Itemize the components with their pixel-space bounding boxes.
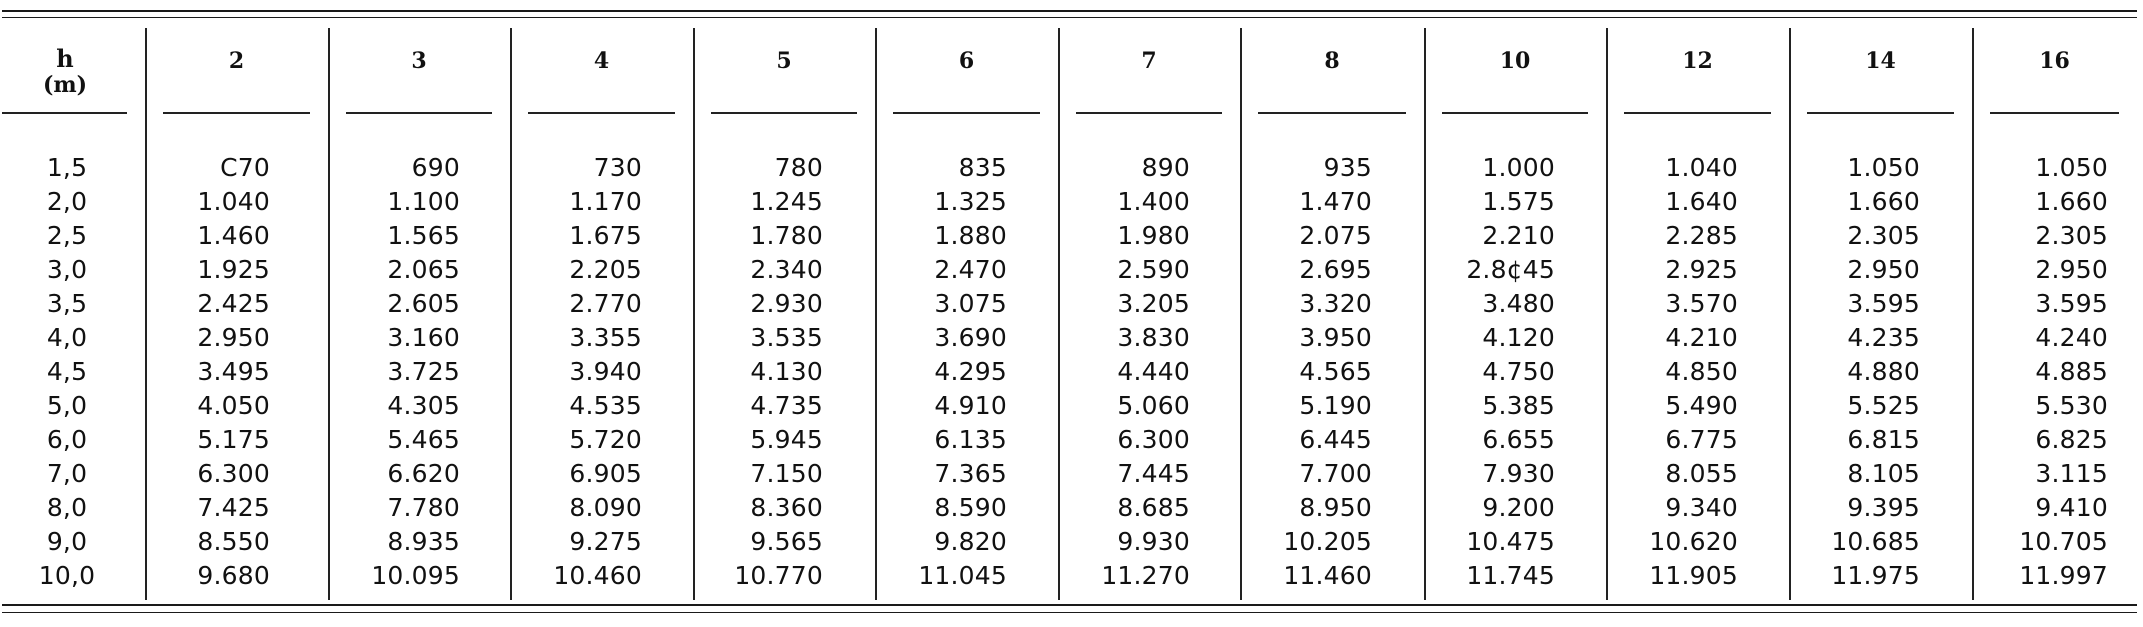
column-header: 2 bbox=[228, 48, 245, 74]
column-header: 3 bbox=[411, 48, 427, 74]
table-row bbox=[0, 391, 2143, 425]
column-header: 8 bbox=[1324, 48, 1340, 74]
table-cell: 2.925 bbox=[1665, 255, 1738, 284]
column-header-underline bbox=[1624, 112, 1771, 114]
table-cell: 11.270 bbox=[1101, 561, 1190, 590]
table-cell: 1.040 bbox=[1665, 153, 1738, 182]
table-cell: 2.930 bbox=[750, 289, 823, 318]
table-cell: 1.880 bbox=[934, 221, 1007, 250]
table-cell: 4.210 bbox=[1665, 323, 1738, 352]
row-header bbox=[20, 46, 110, 98]
table-cell: 1.050 bbox=[2035, 153, 2108, 182]
row-label-h: 7,0 bbox=[46, 459, 88, 488]
table-cell: 1.460 bbox=[197, 221, 270, 250]
table-cell: 4.735 bbox=[750, 391, 823, 420]
column-header-underline bbox=[893, 112, 1040, 114]
table-cell: 5.490 bbox=[1665, 391, 1738, 420]
table-cell: 3.950 bbox=[1299, 323, 1372, 352]
table-cell: 4.130 bbox=[750, 357, 823, 386]
table-cell: 890 bbox=[1141, 153, 1190, 182]
row-label-h: 3,5 bbox=[46, 289, 88, 318]
bottom-rule-inner bbox=[2, 612, 2137, 613]
table-cell: 2.950 bbox=[1847, 255, 1920, 284]
table-cell: 8.950 bbox=[1299, 493, 1372, 522]
table-cell: 2.075 bbox=[1299, 221, 1372, 250]
table-cell: 3.595 bbox=[1847, 289, 1920, 318]
column-header-underline bbox=[1990, 112, 2119, 114]
table-cell: 1.660 bbox=[1847, 187, 1920, 216]
table-row bbox=[0, 255, 2143, 289]
table-cell: 8.685 bbox=[1117, 493, 1190, 522]
table-cell: 1.170 bbox=[569, 187, 642, 216]
table-cell: 1.575 bbox=[1482, 187, 1555, 216]
table-cell: 11.045 bbox=[918, 561, 1007, 590]
table-cell: 2.285 bbox=[1665, 221, 1738, 250]
table-cell: 8.550 bbox=[197, 527, 270, 556]
table-cell: 1.050 bbox=[1847, 153, 1920, 182]
column-header-underline bbox=[163, 112, 310, 114]
row-label-h: 10,0 bbox=[38, 561, 96, 590]
table-cell: 2.8¢45 bbox=[1466, 255, 1555, 284]
table-cell: 9.395 bbox=[1847, 493, 1920, 522]
table-cell: 2.590 bbox=[1117, 255, 1190, 284]
table-cell: 935 bbox=[1323, 153, 1372, 182]
table-row bbox=[0, 153, 2143, 187]
row-label-h: 2,5 bbox=[46, 221, 88, 250]
table-cell: 1.100 bbox=[387, 187, 460, 216]
table-cell: 5.385 bbox=[1482, 391, 1555, 420]
table-cell: 3.495 bbox=[197, 357, 270, 386]
table-cell: 10.460 bbox=[553, 561, 642, 590]
table-cell: 3.830 bbox=[1117, 323, 1190, 352]
table-cell: 3.320 bbox=[1299, 289, 1372, 318]
table-cell: 2.305 bbox=[1847, 221, 1920, 250]
table-cell: 2.605 bbox=[387, 289, 460, 318]
row-header-unit: (m) bbox=[42, 72, 88, 98]
table-cell: 4.535 bbox=[569, 391, 642, 420]
row-label-h: 4,0 bbox=[46, 323, 88, 352]
table-cell: 1.660 bbox=[2035, 187, 2108, 216]
table-cell: 2.205 bbox=[569, 255, 642, 284]
row-label-h: 8,0 bbox=[46, 493, 88, 522]
table-cell: 4.880 bbox=[1847, 357, 1920, 386]
table-cell: 6.620 bbox=[387, 459, 460, 488]
table-cell: 835 bbox=[958, 153, 1007, 182]
table-cell: 6.445 bbox=[1299, 425, 1372, 454]
table-cell: 2.340 bbox=[750, 255, 823, 284]
table-cell: 11.975 bbox=[1831, 561, 1920, 590]
row-label-h: 1,5 bbox=[46, 153, 88, 182]
table-cell: 11.997 bbox=[2019, 561, 2108, 590]
column-header-underline bbox=[1076, 112, 1222, 114]
table-cell: 4.305 bbox=[387, 391, 460, 420]
table-cell: 8.360 bbox=[750, 493, 823, 522]
table-cell: 8.090 bbox=[569, 493, 642, 522]
table-cell: 4.910 bbox=[934, 391, 1007, 420]
table-cell: 5.945 bbox=[750, 425, 823, 454]
top-rule-inner bbox=[2, 17, 2137, 18]
table-cell: 9.410 bbox=[2035, 493, 2108, 522]
table-cell: 6.825 bbox=[2035, 425, 2108, 454]
table-cell: 8.935 bbox=[387, 527, 460, 556]
table-cell: 6.300 bbox=[1117, 425, 1190, 454]
table-cell: 4.235 bbox=[1847, 323, 1920, 352]
table-cell: 6.905 bbox=[569, 459, 642, 488]
row-label-h: 9,0 bbox=[46, 527, 88, 556]
bottom-rule bbox=[2, 604, 2137, 606]
table-cell: 2.065 bbox=[387, 255, 460, 284]
table-row bbox=[0, 493, 2143, 527]
table-row bbox=[0, 221, 2143, 255]
table-cell: 7.780 bbox=[387, 493, 460, 522]
table-row bbox=[0, 357, 2143, 391]
table-cell: 3.535 bbox=[750, 323, 823, 352]
table-cell: 3.355 bbox=[569, 323, 642, 352]
table-cell: 10.095 bbox=[371, 561, 460, 590]
table-cell: 3.595 bbox=[2035, 289, 2108, 318]
table-cell: 10.705 bbox=[2019, 527, 2108, 556]
table-row bbox=[0, 187, 2143, 221]
table-cell: 2.305 bbox=[2035, 221, 2108, 250]
column-header-underline bbox=[1807, 112, 1954, 114]
column-header: 6 bbox=[958, 48, 975, 74]
table-cell: 4.440 bbox=[1117, 357, 1190, 386]
table-cell: 5.720 bbox=[569, 425, 642, 454]
table-cell: 1.000 bbox=[1482, 153, 1555, 182]
table-cell: 11.745 bbox=[1466, 561, 1555, 590]
table-cell: 3.725 bbox=[387, 357, 460, 386]
table-row bbox=[0, 561, 2143, 595]
row-label-h: 3,0 bbox=[46, 255, 88, 284]
table-cell: 9.340 bbox=[1665, 493, 1738, 522]
table-cell: 6.300 bbox=[197, 459, 270, 488]
table-cell: 4.240 bbox=[2035, 323, 2108, 352]
table-cell: 3.205 bbox=[1117, 289, 1190, 318]
table-cell: 2.770 bbox=[569, 289, 642, 318]
column-header: 10 bbox=[1499, 48, 1531, 74]
table-cell: 780 bbox=[774, 153, 823, 182]
table-cell: 7.445 bbox=[1117, 459, 1190, 488]
table-cell: 1.980 bbox=[1117, 221, 1190, 250]
column-header: 5 bbox=[776, 48, 792, 74]
table-cell: 4.885 bbox=[2035, 357, 2108, 386]
table-cell: 3.690 bbox=[934, 323, 1007, 352]
table-cell: 1.400 bbox=[1117, 187, 1190, 216]
table-cell: 8.105 bbox=[1847, 459, 1920, 488]
table-cell: 4.750 bbox=[1482, 357, 1555, 386]
table-cell: 8.055 bbox=[1665, 459, 1738, 488]
row-header-underline bbox=[2, 112, 127, 114]
table-cell: 730 bbox=[593, 153, 642, 182]
table-cell: 2.210 bbox=[1482, 221, 1555, 250]
table-cell: 1.925 bbox=[197, 255, 270, 284]
column-header: 12 bbox=[1682, 48, 1713, 74]
table-cell: 3.160 bbox=[387, 323, 460, 352]
column-header: 4 bbox=[593, 48, 610, 74]
table-cell: 6.655 bbox=[1482, 425, 1555, 454]
table-cell: 1.675 bbox=[569, 221, 642, 250]
table-cell: 1.780 bbox=[750, 221, 823, 250]
table-cell: 2.470 bbox=[934, 255, 1007, 284]
table-cell: 690 bbox=[411, 153, 460, 182]
table-cell: 5.175 bbox=[197, 425, 270, 454]
table-cell: 11.460 bbox=[1283, 561, 1372, 590]
table-cell: 1.640 bbox=[1665, 187, 1738, 216]
table-cell: C70 bbox=[220, 153, 270, 182]
table-cell: 9.930 bbox=[1117, 527, 1190, 556]
table-cell: 2.950 bbox=[2035, 255, 2108, 284]
table-cell: 4.850 bbox=[1665, 357, 1738, 386]
table-cell: 5.190 bbox=[1299, 391, 1372, 420]
table-cell: 1.040 bbox=[197, 187, 270, 216]
table-cell: 1.565 bbox=[387, 221, 460, 250]
table-cell: 2.950 bbox=[197, 323, 270, 352]
table-cell: 10.205 bbox=[1283, 527, 1372, 556]
column-header-underline bbox=[1442, 112, 1588, 114]
table-cell: 10.620 bbox=[1649, 527, 1738, 556]
table-cell: 1.245 bbox=[750, 187, 823, 216]
table-cell: 7.150 bbox=[750, 459, 823, 488]
table-row bbox=[0, 289, 2143, 323]
table-cell: 6.815 bbox=[1847, 425, 1920, 454]
column-header-underline bbox=[528, 112, 675, 114]
table-cell: 4.050 bbox=[197, 391, 270, 420]
table-cell: 1.470 bbox=[1299, 187, 1372, 216]
column-header: 7 bbox=[1141, 48, 1157, 74]
table-cell: 9.275 bbox=[569, 527, 642, 556]
table-cell: 3.480 bbox=[1482, 289, 1555, 318]
row-label-h: 2,0 bbox=[46, 187, 88, 216]
table-cell: 11.905 bbox=[1649, 561, 1738, 590]
table-row bbox=[0, 323, 2143, 357]
column-header: 14 bbox=[1865, 48, 1896, 74]
table-cell: 5.525 bbox=[1847, 391, 1920, 420]
table-cell: 10.475 bbox=[1466, 527, 1555, 556]
table-cell: 2.695 bbox=[1299, 255, 1372, 284]
table-cell: 4.565 bbox=[1299, 357, 1372, 386]
table-row bbox=[0, 459, 2143, 493]
table-cell: 2.425 bbox=[197, 289, 270, 318]
table-cell: 7.700 bbox=[1299, 459, 1372, 488]
top-rule bbox=[2, 10, 2137, 12]
table-cell: 9.820 bbox=[934, 527, 1007, 556]
table-cell: 7.425 bbox=[197, 493, 270, 522]
column-header: 16 bbox=[2039, 48, 2070, 74]
table-cell: 3.940 bbox=[569, 357, 642, 386]
table-cell: 9.680 bbox=[197, 561, 270, 590]
table-cell: 5.060 bbox=[1117, 391, 1190, 420]
table-cell: 10.685 bbox=[1831, 527, 1920, 556]
row-label-h: 6,0 bbox=[46, 425, 88, 454]
column-header-underline bbox=[346, 112, 492, 114]
table-cell: 3.570 bbox=[1665, 289, 1738, 318]
table-cell: 9.565 bbox=[750, 527, 823, 556]
table-cell: 5.530 bbox=[2035, 391, 2108, 420]
table-cell: 1.325 bbox=[934, 187, 1007, 216]
table-cell: 7.365 bbox=[934, 459, 1007, 488]
table-cell: 9.200 bbox=[1482, 493, 1555, 522]
row-label-h: 5,0 bbox=[46, 391, 88, 420]
table-row bbox=[0, 527, 2143, 561]
table-cell: 4.120 bbox=[1482, 323, 1555, 352]
table-cell: 10.770 bbox=[734, 561, 823, 590]
table-cell: 7.930 bbox=[1482, 459, 1555, 488]
table-cell: 4.295 bbox=[934, 357, 1007, 386]
table-cell: 3.075 bbox=[934, 289, 1007, 318]
table-cell: 6.775 bbox=[1665, 425, 1738, 454]
row-label-h: 4,5 bbox=[46, 357, 88, 386]
table-cell: 5.465 bbox=[387, 425, 460, 454]
table-cell: 6.135 bbox=[934, 425, 1007, 454]
column-header-underline bbox=[1258, 112, 1406, 114]
table-row bbox=[0, 425, 2143, 459]
table-cell: 3.115 bbox=[2035, 459, 2108, 488]
row-header-label: h bbox=[56, 44, 74, 73]
table-cell: 8.590 bbox=[934, 493, 1007, 522]
column-header-underline bbox=[711, 112, 857, 114]
